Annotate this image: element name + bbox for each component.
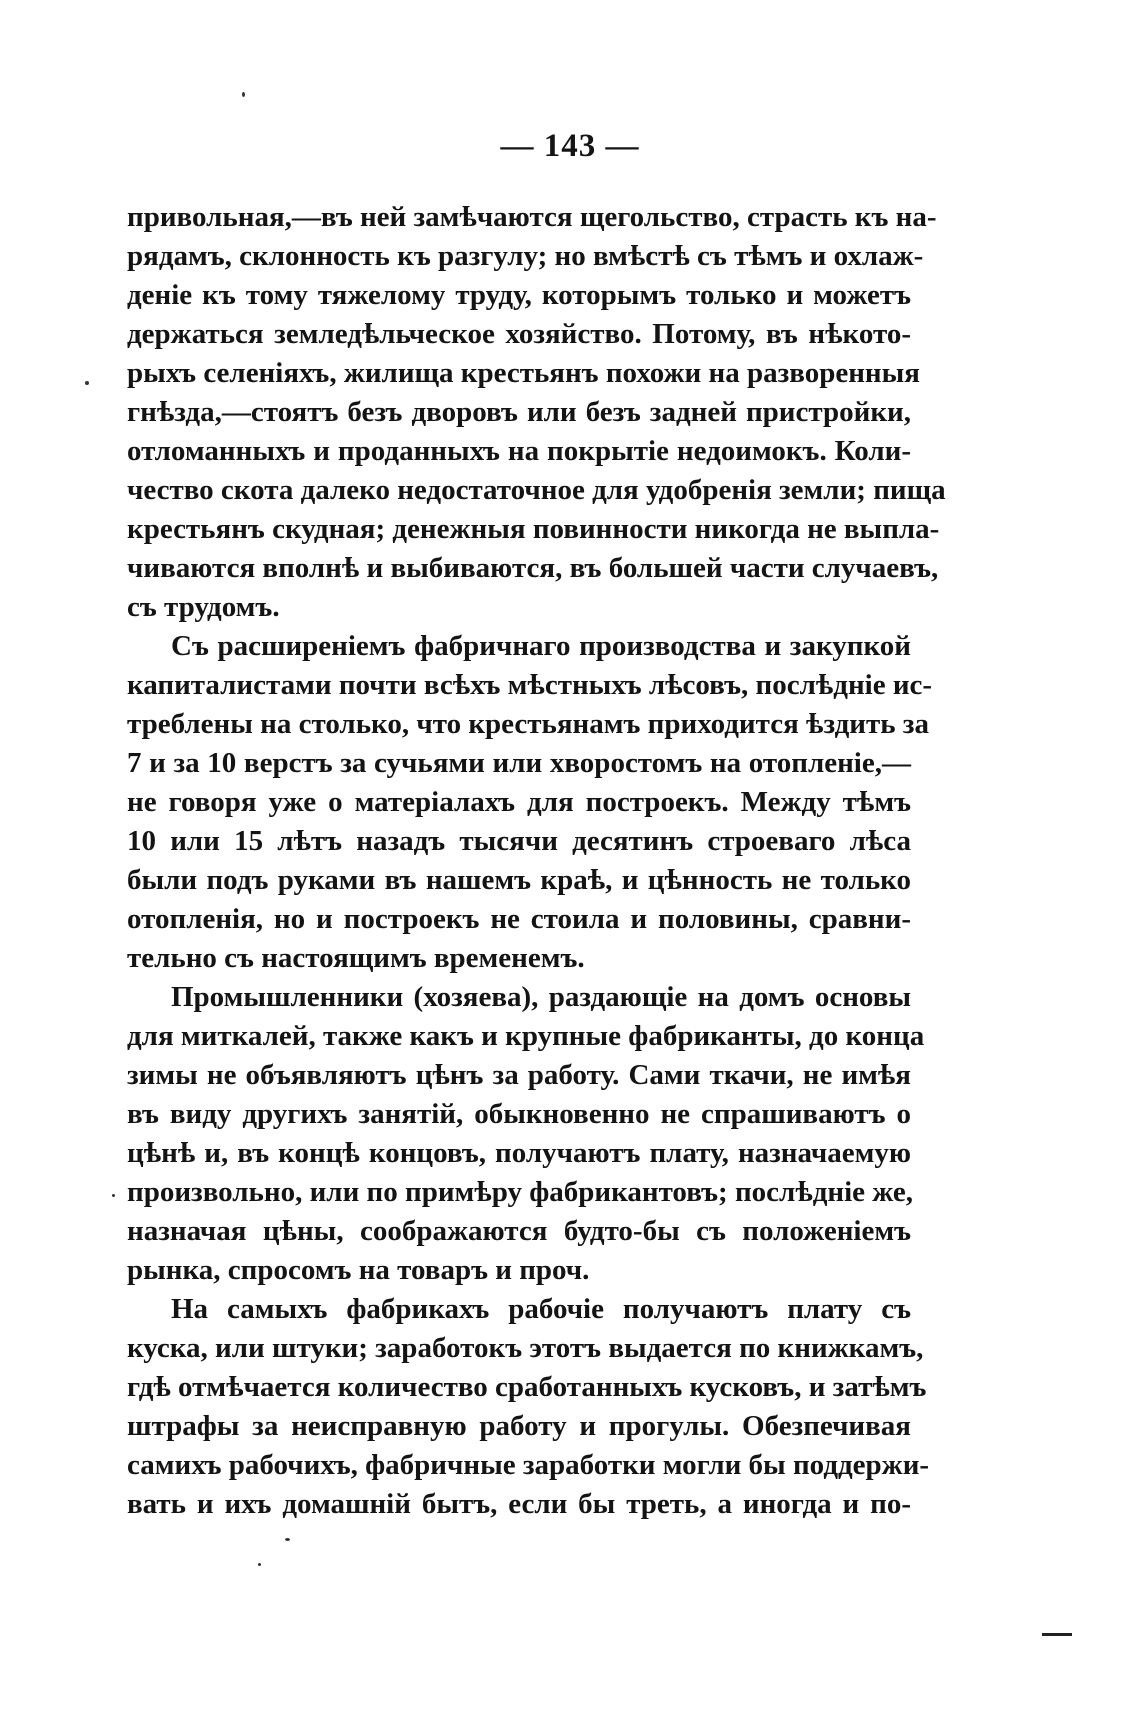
text-line: отломанныхъ и проданныхъ на покрытіе недоимокъ. Коли- [127,435,911,467]
paragraph-3 [127,978,925,1290]
text-line: 10 или 15 лѣтъ назадъ тысячи десятинъ строеваго лѣса [127,825,911,857]
text-line: чиваются вполнѣ и выбиваются, въ большей части случаевъ, [127,552,939,584]
text-line: назначая цѣны, соображаются будто-бы съ положеніемъ [127,1215,911,1247]
text-line: деніе къ тому тяжелому труду, которымъ только и можетъ [127,279,911,311]
text-line: съ трудомъ. [127,591,280,623]
scan-speck [285,1538,290,1541]
text-line: 7 и за 10 верстъ за сучьями или хворостомъ на отопленіе,— [127,747,911,779]
text-line: цѣнѣ и, въ концѣ концовъ, получаютъ плату, назначаемую [127,1137,911,1169]
text-line: были подъ руками въ нашемъ краѣ, и цѣнность не только [127,864,911,896]
scan-dash-mark [1042,1633,1072,1636]
page-number: — 143 — [500,128,640,164]
text-line: Съ расширеніемъ фабричнаго производства и закупкой [171,630,911,662]
text-line: капиталистами почти всѣхъ мѣстныхъ лѣсовъ, послѣдніе ис- [127,669,933,701]
text-line: гдѣ отмѣчается количество сработанныхъ кусковъ, и затѣмъ [127,1371,927,1403]
text-line: чество скота далеко недостаточное для удобренія земли; пища [127,474,946,506]
text-line: отопленія, но и построекъ не стоила и половины, сравни- [127,903,911,935]
text-line: рыхъ селеніяхъ, жилища крестьянъ похожи на разворенныя [127,357,920,389]
paragraph-4 [127,1290,930,1524]
paragraph-2 [127,627,933,978]
scan-speck [258,1563,261,1566]
text-line: Промышленники (хозяева), раздающіе на домъ основы [171,981,911,1013]
text-line: въ виду другихъ занятій, обыкновенно не спрашиваютъ о [127,1098,911,1130]
scan-speck [85,381,89,385]
text-line: треблены на столько, что крестьянамъ приходится ѣздить за [127,708,929,740]
text-line: На самыхъ фабрикахъ рабочіе получаютъ плату съ [171,1293,911,1325]
paragraph-1 [127,198,946,627]
text-line: гнѣзда,—стоятъ безъ дворовъ или безъ задней пристройки, [127,396,911,428]
text-line: вать и ихъ домашній бытъ, если бы треть, а иногда и по- [127,1488,911,1520]
text-line: произвольно, или по примѣру фабрикантовъ; послѣдніе же, [127,1176,914,1208]
text-line: рядамъ, склонность къ разгулу; но вмѣстѣ съ тѣмъ и охлаж- [127,240,924,272]
text-line: крестьянъ скудная; денежныя повинности никогда не выпла- [127,513,940,545]
text-line: куска, или штуки; заработокъ этотъ выдается по книжкамъ, [127,1332,924,1364]
text-line: для миткалей, также какъ и крупные фабриканты, до конца [127,1020,925,1052]
body-text [127,198,946,1524]
text-line: зимы не объявляютъ цѣнъ за работу. Сами ткачи, не имѣя [127,1059,911,1091]
text-line: штрафы за неисправную работу и прогулы. Обезпечивая [127,1410,911,1442]
text-line: не говоря уже о матеріалахъ для построекъ. Между тѣмъ [127,786,911,818]
text-line: тельно съ настоящимъ временемъ. [127,942,585,974]
text-line: держаться земледѣльческое хозяйство. Потому, въ нѣкото- [127,318,911,350]
scan-speck [242,92,245,97]
text-line: привольная,—въ ней замѣчаются щегольство, страсть къ на- [127,201,937,233]
text-line: рынка, спросомъ на товаръ и проч. [127,1254,590,1286]
text-line: самихъ рабочихъ, фабричные заработки могли бы поддержи- [127,1449,930,1481]
scan-speck [112,1194,115,1197]
